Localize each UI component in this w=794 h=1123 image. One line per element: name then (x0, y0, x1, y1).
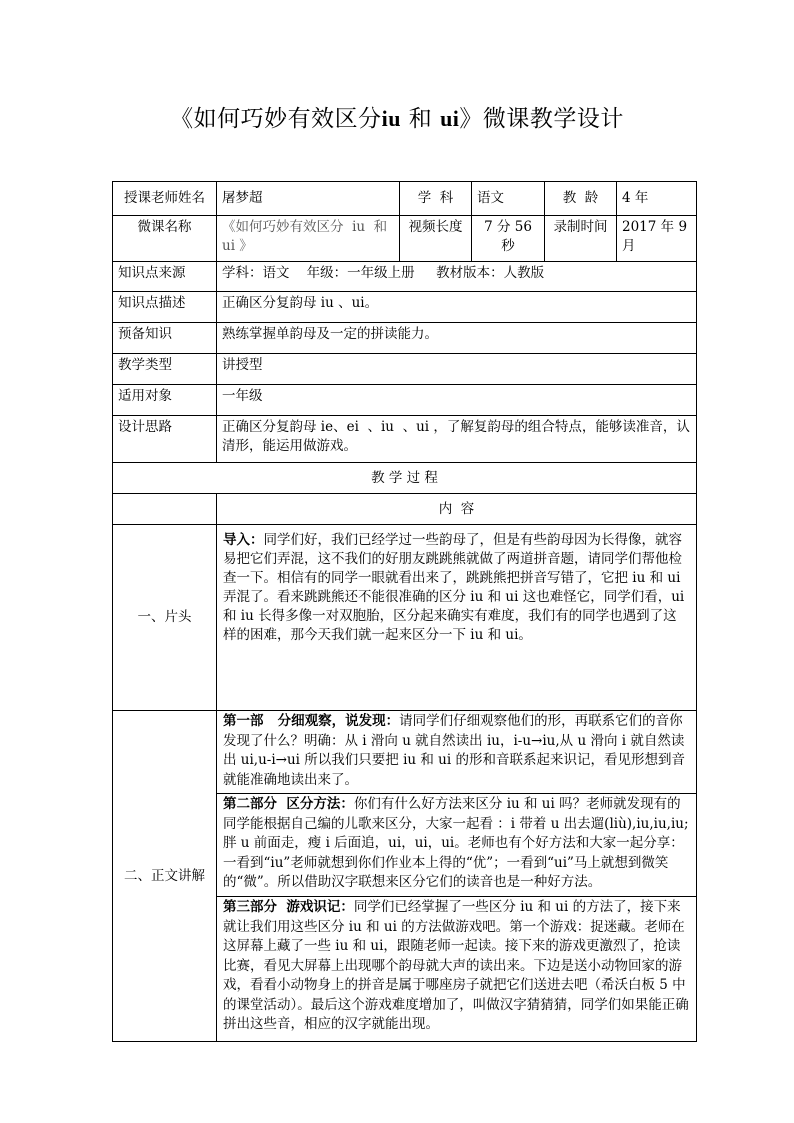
age-value: 4 年 (617, 182, 697, 216)
section2-part1 (217, 711, 696, 794)
lesson-design-table (112, 181, 697, 1042)
row-section2 (113, 711, 697, 1042)
desc-label: 知识点描述 (113, 292, 217, 323)
title-iu: iu (381, 106, 401, 131)
content-header-blank (113, 494, 217, 525)
source-value: 学科：语文 年级：一年级上册 教材版本：人教版 (217, 262, 697, 292)
row-target (113, 385, 697, 416)
section2-part2 (217, 794, 696, 897)
target-value: 一年级 (217, 385, 697, 416)
row-content-header (113, 494, 697, 525)
prep-label: 预备知识 (113, 323, 217, 354)
prep-value: 熟练掌握单韵母及一定的拼读能力。 (217, 323, 697, 354)
type-value: 讲授型 (217, 354, 697, 385)
length-label: 视频长度 (400, 216, 472, 262)
part3-text: 同学们已经掌握了一些区分 iu 和 ui 的方法了，接下来就让我们用这些区分 iu 和 ui 的方法做游戏吧。第一个游戏：捉迷藏。老师在这屏幕上藏了一些 iu 和 ui，跟随老师一起读。接下来的游戏更激烈了，抢读比赛，看见大屏幕上出现哪个韵母就大声的读出来。下边是送小动物回家的游戏，看看小动物身上的拼音是属于哪座房子就把它们送进去吧（希沃白板 5 中的课堂活动）。最后这个游戏难度增加了，叫做汉字猜猜猜，同学们如果能正确拼出这些音，相应的汉字就能出现。 (223, 899, 689, 1032)
row-prep (113, 323, 697, 354)
age-label: 教 龄 (545, 182, 617, 216)
row-course (113, 216, 697, 262)
row-desc (113, 292, 697, 323)
teacher-label: 授课老师姓名 (113, 182, 217, 216)
section2-content (217, 711, 697, 1042)
page-title (0, 100, 794, 133)
target-label: 适用对象 (113, 385, 217, 416)
section1-label: 一、片头 (113, 525, 217, 711)
part3-lead: 第三部分 游戏识记： (223, 899, 354, 915)
title-prefix: 《如何巧妙有效区分 (170, 106, 382, 132)
course-label: 微课名称 (113, 216, 217, 262)
section1-lead: 导入： (223, 532, 264, 548)
row-source (113, 262, 697, 292)
part1-lead: 第一部 分细观察，说发现： (223, 713, 400, 729)
title-mid: 和 (400, 106, 441, 132)
section1-content (217, 525, 697, 711)
row-section1 (113, 525, 697, 711)
row-process-header (113, 463, 697, 494)
section2-part3 (217, 897, 696, 1041)
section1-text: 同学们好，我们已经学过一些韵母了，但是有些韵母因为长得像，就容易把它们弄混，这不我们的好朋友跳跳熊就做了两道拼音题，请同学们帮他检查一下。相信有的同学一眼就看出来了，跳跳熊把拼音写错了，它把 iu 和 ui 弄混了。看来跳跳熊还不能很准确的区分 iu 和 ui 这也难怪它，同学们看，ui 和 iu 长得多像一对双胞胎，区分起来确实有难度，我们有的同学也遇到了这样的困难，那今天我们就一起来区分一下 iu 和 ui。 (223, 532, 685, 643)
source-label: 知识点来源 (113, 262, 217, 292)
process-header: 教 学 过 程 (113, 463, 697, 494)
idea-value: 正确区分复韵母 ie、ei 、iu 、ui ，了解复韵母的组合特点，能够读准音，认清形，能运用做游戏。 (217, 416, 697, 463)
subject-label: 学 科 (400, 182, 472, 216)
row-idea (113, 416, 697, 463)
course-value: 《如何巧妙有效区分 iu 和 ui 》 (217, 216, 400, 262)
part1-text: 请同学们仔细观察他们的形，再联系它们的音你发现了什么？明确：从 i 滑向 u 就自然读出 iu，i-u→iu,从 u 滑向 i 就自然读出 ui,u-i→ui 所以我们只要把 iu 和 ui 的形和音联系起来识记，看见形想到音就能准确地读出来了。 (223, 713, 685, 788)
rec-value: 2017 年 9 月 (617, 216, 697, 262)
teacher-value: 屠梦超 (217, 182, 400, 216)
idea-label: 设计思路 (113, 416, 217, 463)
desc-value: 正确区分复韵母 iu 、ui。 (217, 292, 697, 323)
row-teacher (113, 182, 697, 216)
content-header: 内 容 (217, 494, 697, 525)
part2-lead: 第二部分 区分方法： (223, 796, 354, 812)
rec-label: 录制时间 (545, 216, 617, 262)
title-ui: ui (440, 106, 460, 131)
row-type (113, 354, 697, 385)
title-suffix: 》微课教学设计 (459, 106, 624, 132)
part2-text: 你们有什么好方法来区分 iu 和 ui 吗？老师就发现有的同学能根据自己编的儿歌来区分，大家一起看 ：i 带着 u 出去遛(liù),iu,iu,iu;胖 u 前面走，瘦 i 后面追，ui，ui，ui。老师也有个好方法和大家一起分享：一看到“iu”老师就想到你们作业本上得的“优”；一看到“ui”马上就想到微笑的“微”。所以借助汉字联想来区分它们的读音也是一种好方法。 (223, 796, 689, 890)
section2-label: 二、正文讲解 (113, 711, 217, 1042)
subject-value: 语文 (472, 182, 545, 216)
type-label: 教学类型 (113, 354, 217, 385)
length-value: 7 分 56 秒 (472, 216, 545, 262)
